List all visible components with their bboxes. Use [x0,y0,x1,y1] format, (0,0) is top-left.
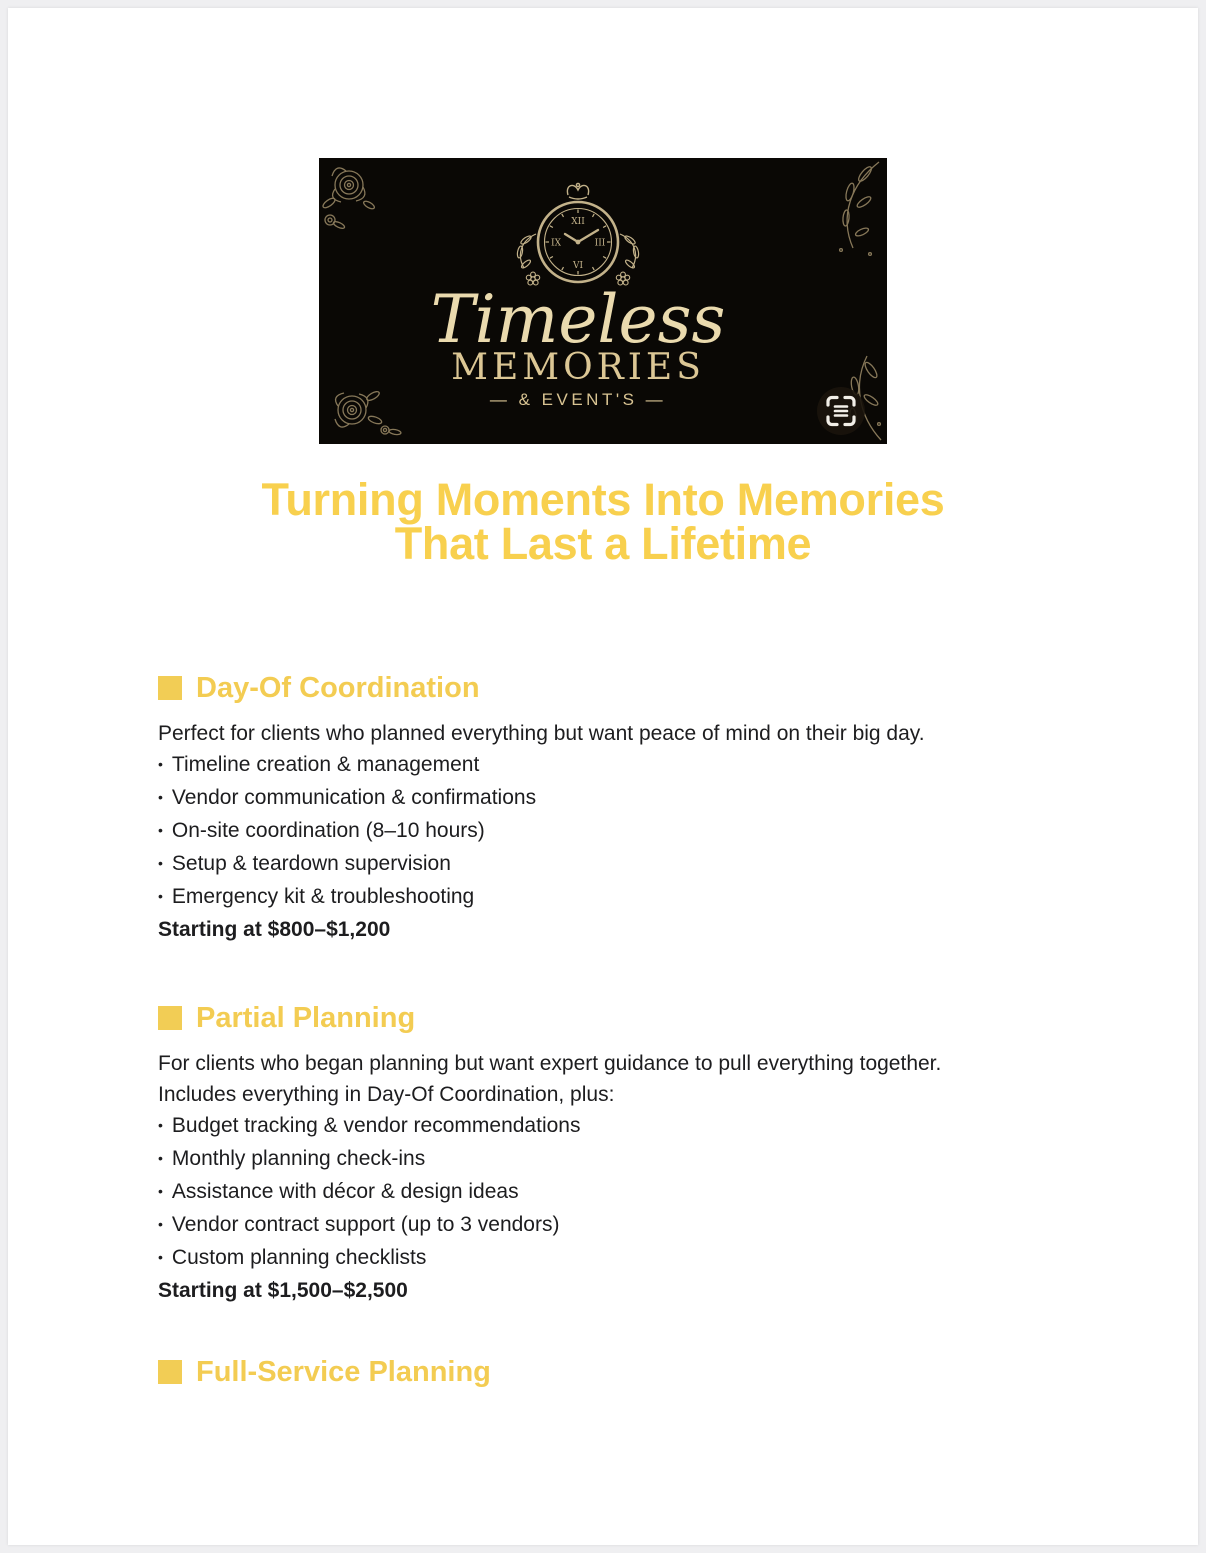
bullet-dot: • [158,1183,163,1199]
page-title [8,474,1198,569]
list-item [158,881,1048,914]
section-marker-square [158,1360,182,1384]
section-day-of-coordination [158,670,1048,945]
brand-sub-text: — & EVENT'S — [489,390,667,409]
list-item [158,782,1048,815]
section-marker-square [158,1006,182,1030]
document-page [8,8,1198,1545]
bullet-dot: • [158,789,163,805]
section-intro: Perfect for clients who planned everything but want peace of mind on their big day. [158,722,925,745]
bullet-dot: • [158,1249,163,1265]
list-item-text: Emergency kit & troubleshooting [171,885,475,908]
brand-logo-image [319,158,887,444]
bullet-dot: • [158,756,163,772]
list-item [158,848,1048,881]
bullet-dot: • [158,888,163,904]
clock-numeral-9: IX [551,238,561,249]
list-item [158,1143,1048,1176]
list-item [158,1209,1048,1242]
list-item-text: Setup & teardown supervision [171,852,451,875]
list-item [158,815,1048,848]
price-line: Starting at $800–$1,200 [158,918,391,941]
list-item-text: Budget tracking & vendor recommendations [171,1114,581,1137]
content-area [158,670,1048,1390]
list-item-text: Vendor communication & confirmations [171,786,537,809]
bullet-dot: • [158,1150,163,1166]
list-item-text: Vendor contract support (up to 3 vendors) [171,1213,560,1236]
section-marker-square [158,676,182,700]
section-intro-2: Includes everything in Day-Of Coordination, plus: [158,1083,615,1106]
brand-caps-text: MEMORIES [451,347,705,388]
section-title: Day-Of Coordination [196,672,480,704]
bullet-dot: • [158,822,163,838]
list-item-text: On-site coordination (8–10 hours) [171,819,485,842]
page-title-line1: Turning Moments Into Memories [261,474,945,525]
list-item-text: Custom planning checklists [171,1246,427,1269]
section-heading [158,1000,1048,1036]
bullet-dot: • [158,855,163,871]
clock-numeral-12: XII [571,217,585,227]
brand-logo [319,158,887,444]
list-item [158,749,1048,782]
price-line: Starting at $1,500–$2,500 [158,1279,408,1302]
page-title-line2: That Last a Lifetime [394,518,812,569]
section-intro: For clients who began planning but want expert guidance to pull everything together. [158,1052,942,1075]
clock-numeral-3: III [594,238,606,249]
list-item [158,1242,1048,1275]
clock-numeral-6: VI [572,261,584,271]
brand-script-text: Timeless [430,281,726,358]
section-heading [158,670,1048,706]
list-item-text: Monthly planning check-ins [171,1147,426,1170]
list-item [158,1176,1048,1209]
service-list [158,749,1048,914]
list-item-text: Timeline creation & management [171,753,480,776]
list-item [158,1110,1048,1143]
bullet-dot: • [158,1216,163,1232]
section-title: Partial Planning [196,1002,416,1034]
section-partial-planning [158,1000,1048,1306]
section-heading [158,1354,1048,1390]
bullet-dot: • [158,1117,163,1133]
list-item-text: Assistance with décor & design ideas [171,1180,519,1203]
section-full-service-planning [158,1354,1048,1390]
service-list [158,1110,1048,1275]
section-title: Full-Service Planning [196,1356,491,1388]
scan-icon[interactable] [817,387,865,435]
